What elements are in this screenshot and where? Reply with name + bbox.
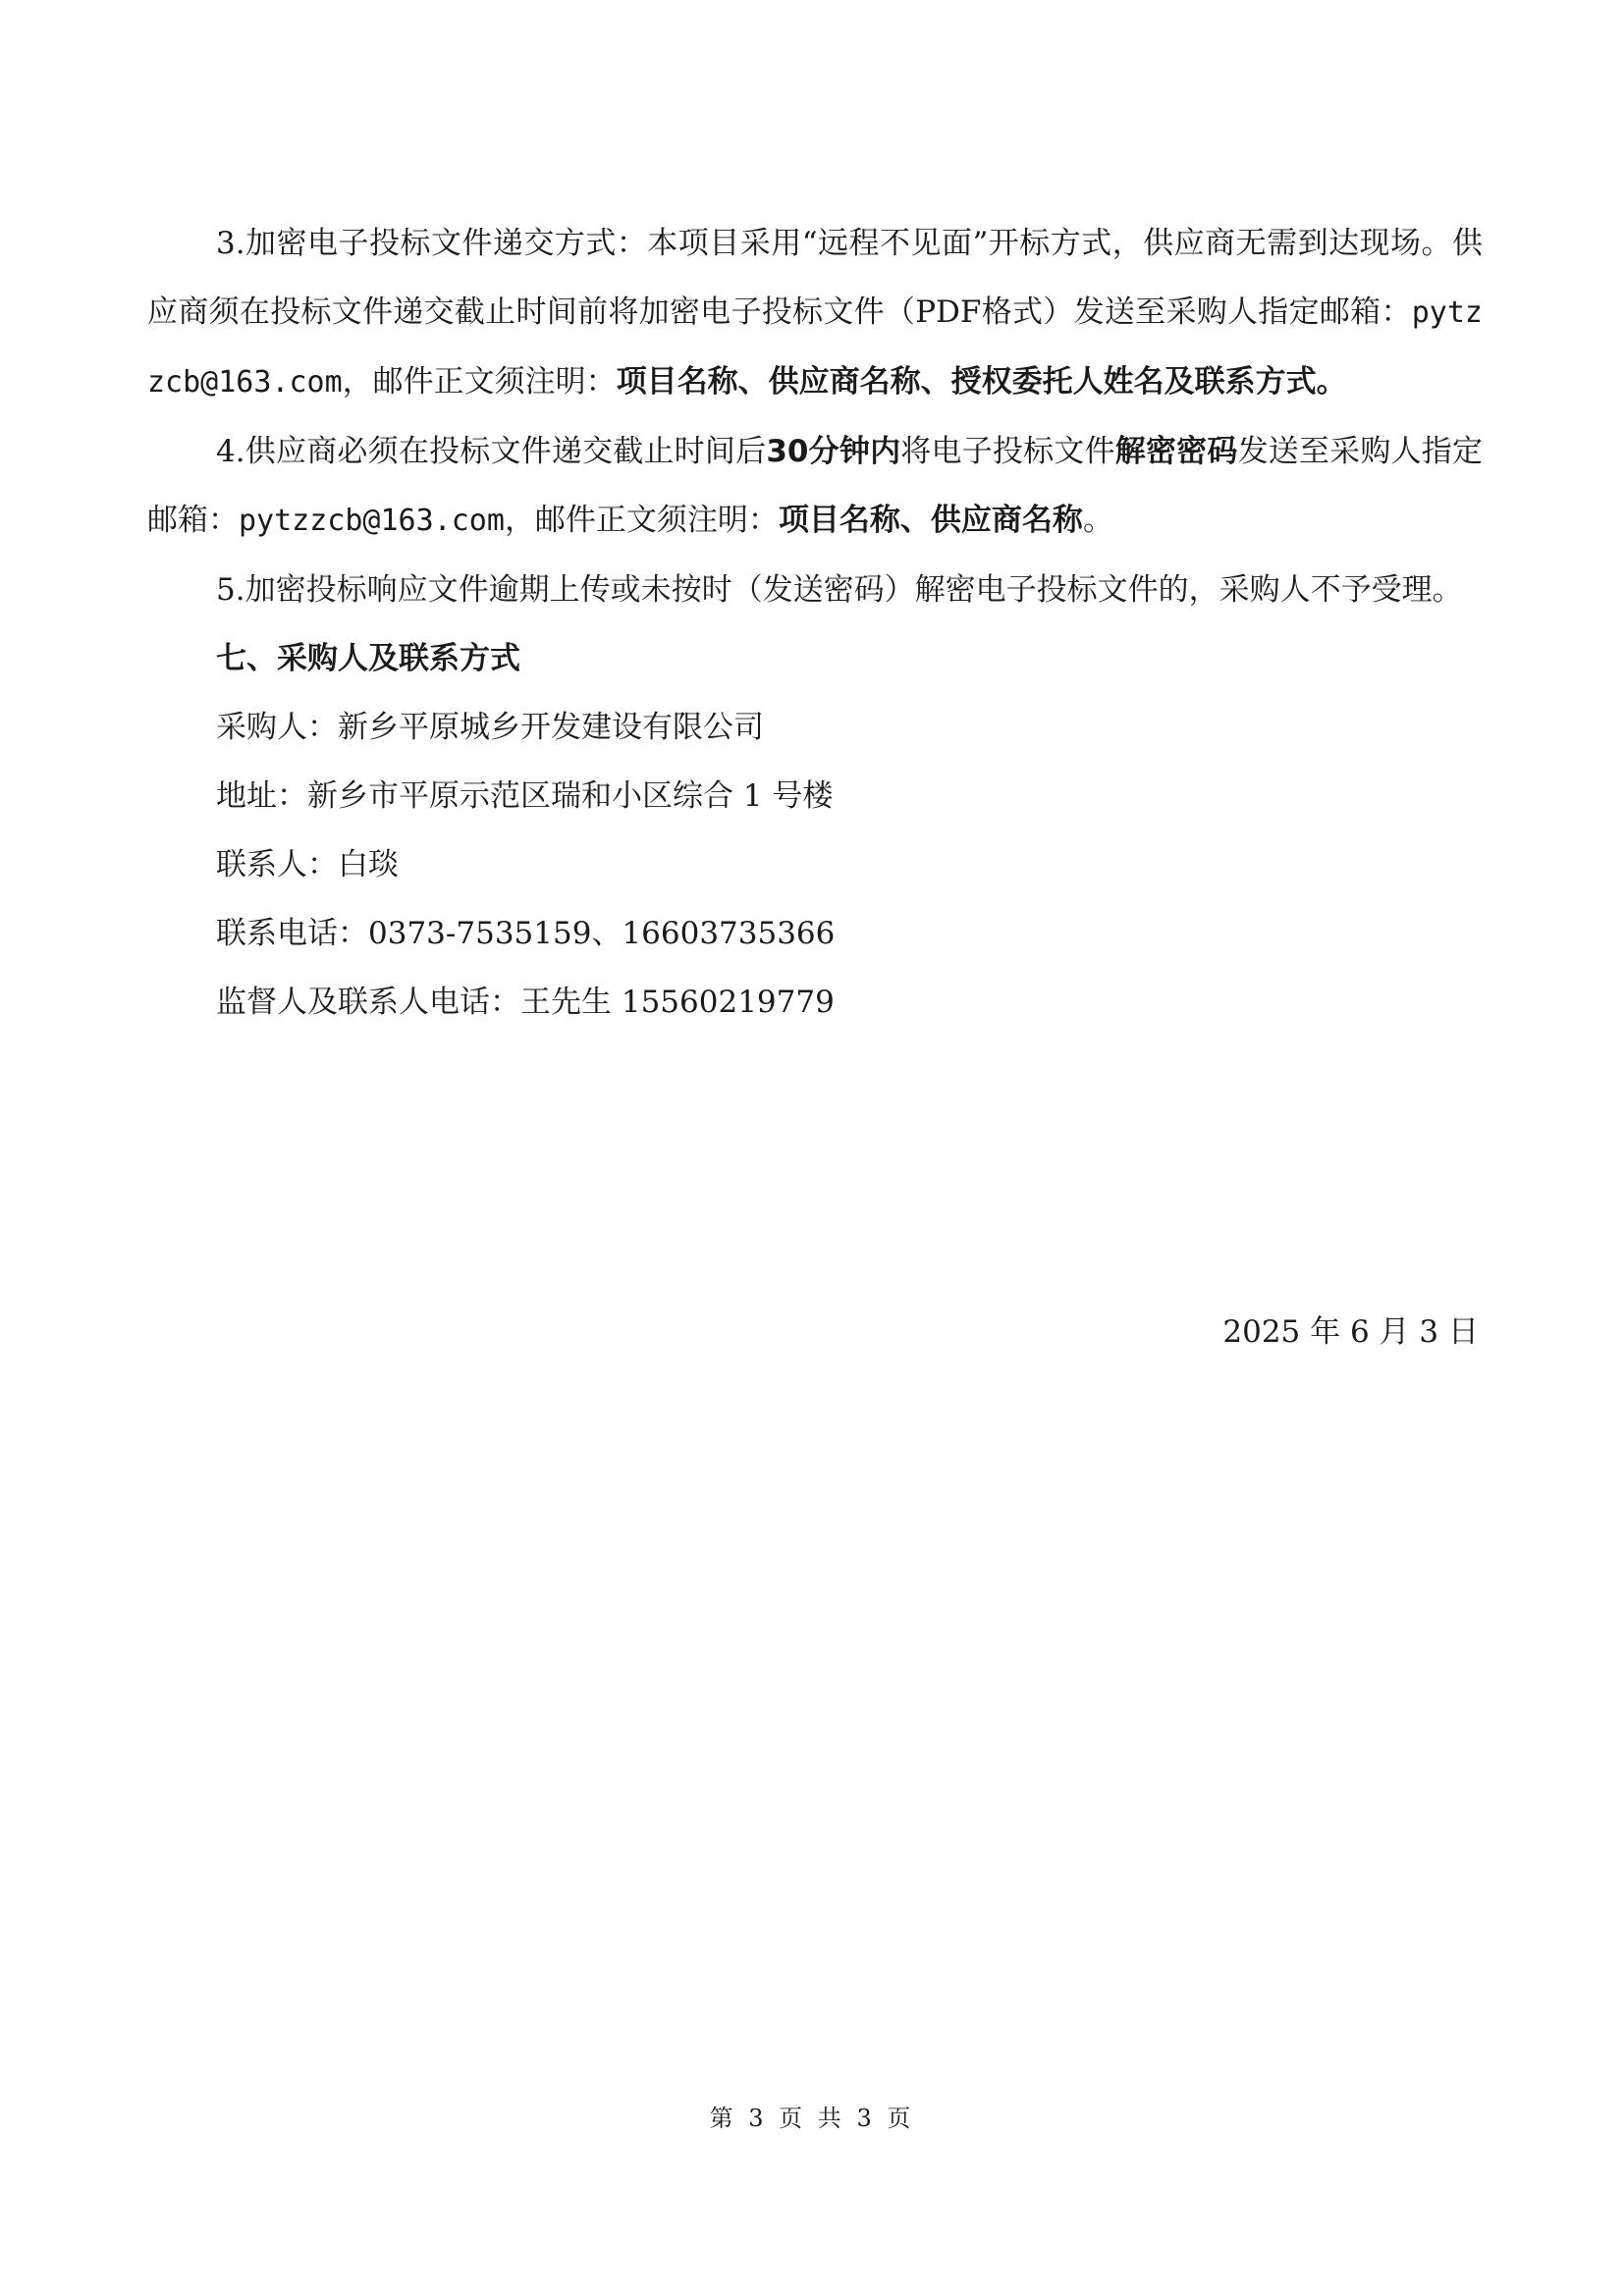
paragraph-4-text: 4.供应商必须在投标文件递交截止时间后 [216,434,767,469]
purchaser-line: 采购人：新乡平原城乡开发建设有限公司 [216,710,764,745]
contact-phone-line: 联系电话：0373-7535159、16603735366 [216,916,836,951]
paragraph-4 [147,417,1483,556]
paragraph-3-text-2: ，邮件正文须注明： [342,364,617,400]
paragraph-3-text: 3.加密电子投标文件递交方式：本项目采用“远程不见面”开标方式，供应商无需到达现场。供应商须在投标文件递交截止时间前将加密电子投标文件（PDF格式）发送至采购人指定邮箱： [147,226,1483,330]
paragraph-4-text-3: 发送至采购人指定邮箱： [147,434,1484,538]
paragraph-4-text-4: ，邮件正文须注明： [504,503,779,538]
address-line: 地址：新乡市平原示范区瑞和小区综合 1 号楼 [216,778,834,814]
paragraph-4-email: pytzzcb@163.com [239,504,505,538]
contact-person-line: 联系人：白琰 [216,847,399,882]
paragraph-4-text-5: 。 [1082,503,1113,538]
paragraph-4-bold-names: 项目名称、供应商名称 [778,503,1083,538]
page-footer: 第 3 页 共 3 页 [709,2105,915,2132]
paragraph-5: 5.加密投标响应文件逾期上传或未按时（发送密码）解密电子投标文件的，采购人不予受理。 [216,572,1463,608]
section-7-heading: 七、采购人及联系方式 [216,641,520,676]
paragraph-4-bold-time: 30分钟内 [766,434,901,469]
paragraph-4-text-2: 将电子投标文件 [900,434,1115,469]
paragraph-3-bold: 项目名称、供应商名称、授权委托人姓名及联系方式。 [616,364,1347,400]
document-body [147,209,1483,1037]
supervisor-line: 监督人及联系人电话：王先生 15560219779 [216,985,835,1020]
paragraph-3 [147,209,1483,417]
document-date: 2025 年 6 月 3 日 [1222,1314,1479,1350]
paragraph-3-email: pytzzcb@163.com [147,295,1483,400]
paragraph-4-bold-password: 解密密码 [1114,434,1238,469]
